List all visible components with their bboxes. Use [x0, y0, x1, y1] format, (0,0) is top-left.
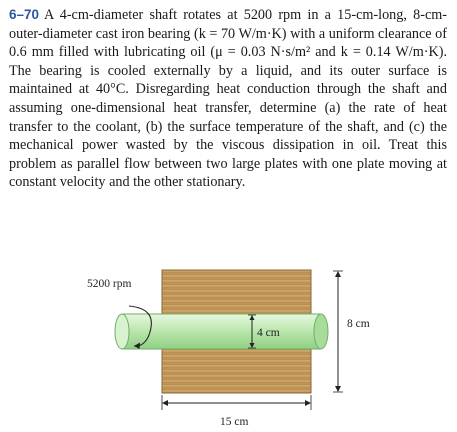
bearing-diameter-dimension: [333, 271, 343, 392]
bearing-diameter-label: 8 cm: [347, 318, 370, 330]
bearing-bottom: [162, 349, 311, 393]
rpm-label: 5200 rpm: [87, 278, 132, 290]
length-dimension: [162, 395, 311, 410]
length-label: 15 cm: [220, 416, 249, 428]
bearing-top: [162, 270, 311, 314]
problem-number: 6–70: [9, 7, 40, 22]
shaft-diameter-label: 4 cm: [257, 327, 280, 339]
problem-text: A 4-cm-diameter shaft rotates at 5200 rpm in a 15-cm-long, 8-cm-outer-diameter cast iron bearing (k = 70 W/m·K) with a uniform clearance of 0.6 mm filled with lubricating oil (μ = 0.03 N·s/m² and k = 0.14 W/m·K). The bearing is cooled externally by a liquid, and its outer surface is maintained at 40°C. Disregarding heat conduction through the shaft and assuming one-dimensional heat transfer, determine (a) the rate of heat transfer to the coolant, (b) the surface temperature of the shaft, and (c) the mechanical power wasted by the viscous dissipation in oil. Treat this problem as parallel flow between two large plates with one plate moving at constant velocity and the other stationary.: [9, 7, 447, 191]
shaft: [115, 314, 328, 349]
